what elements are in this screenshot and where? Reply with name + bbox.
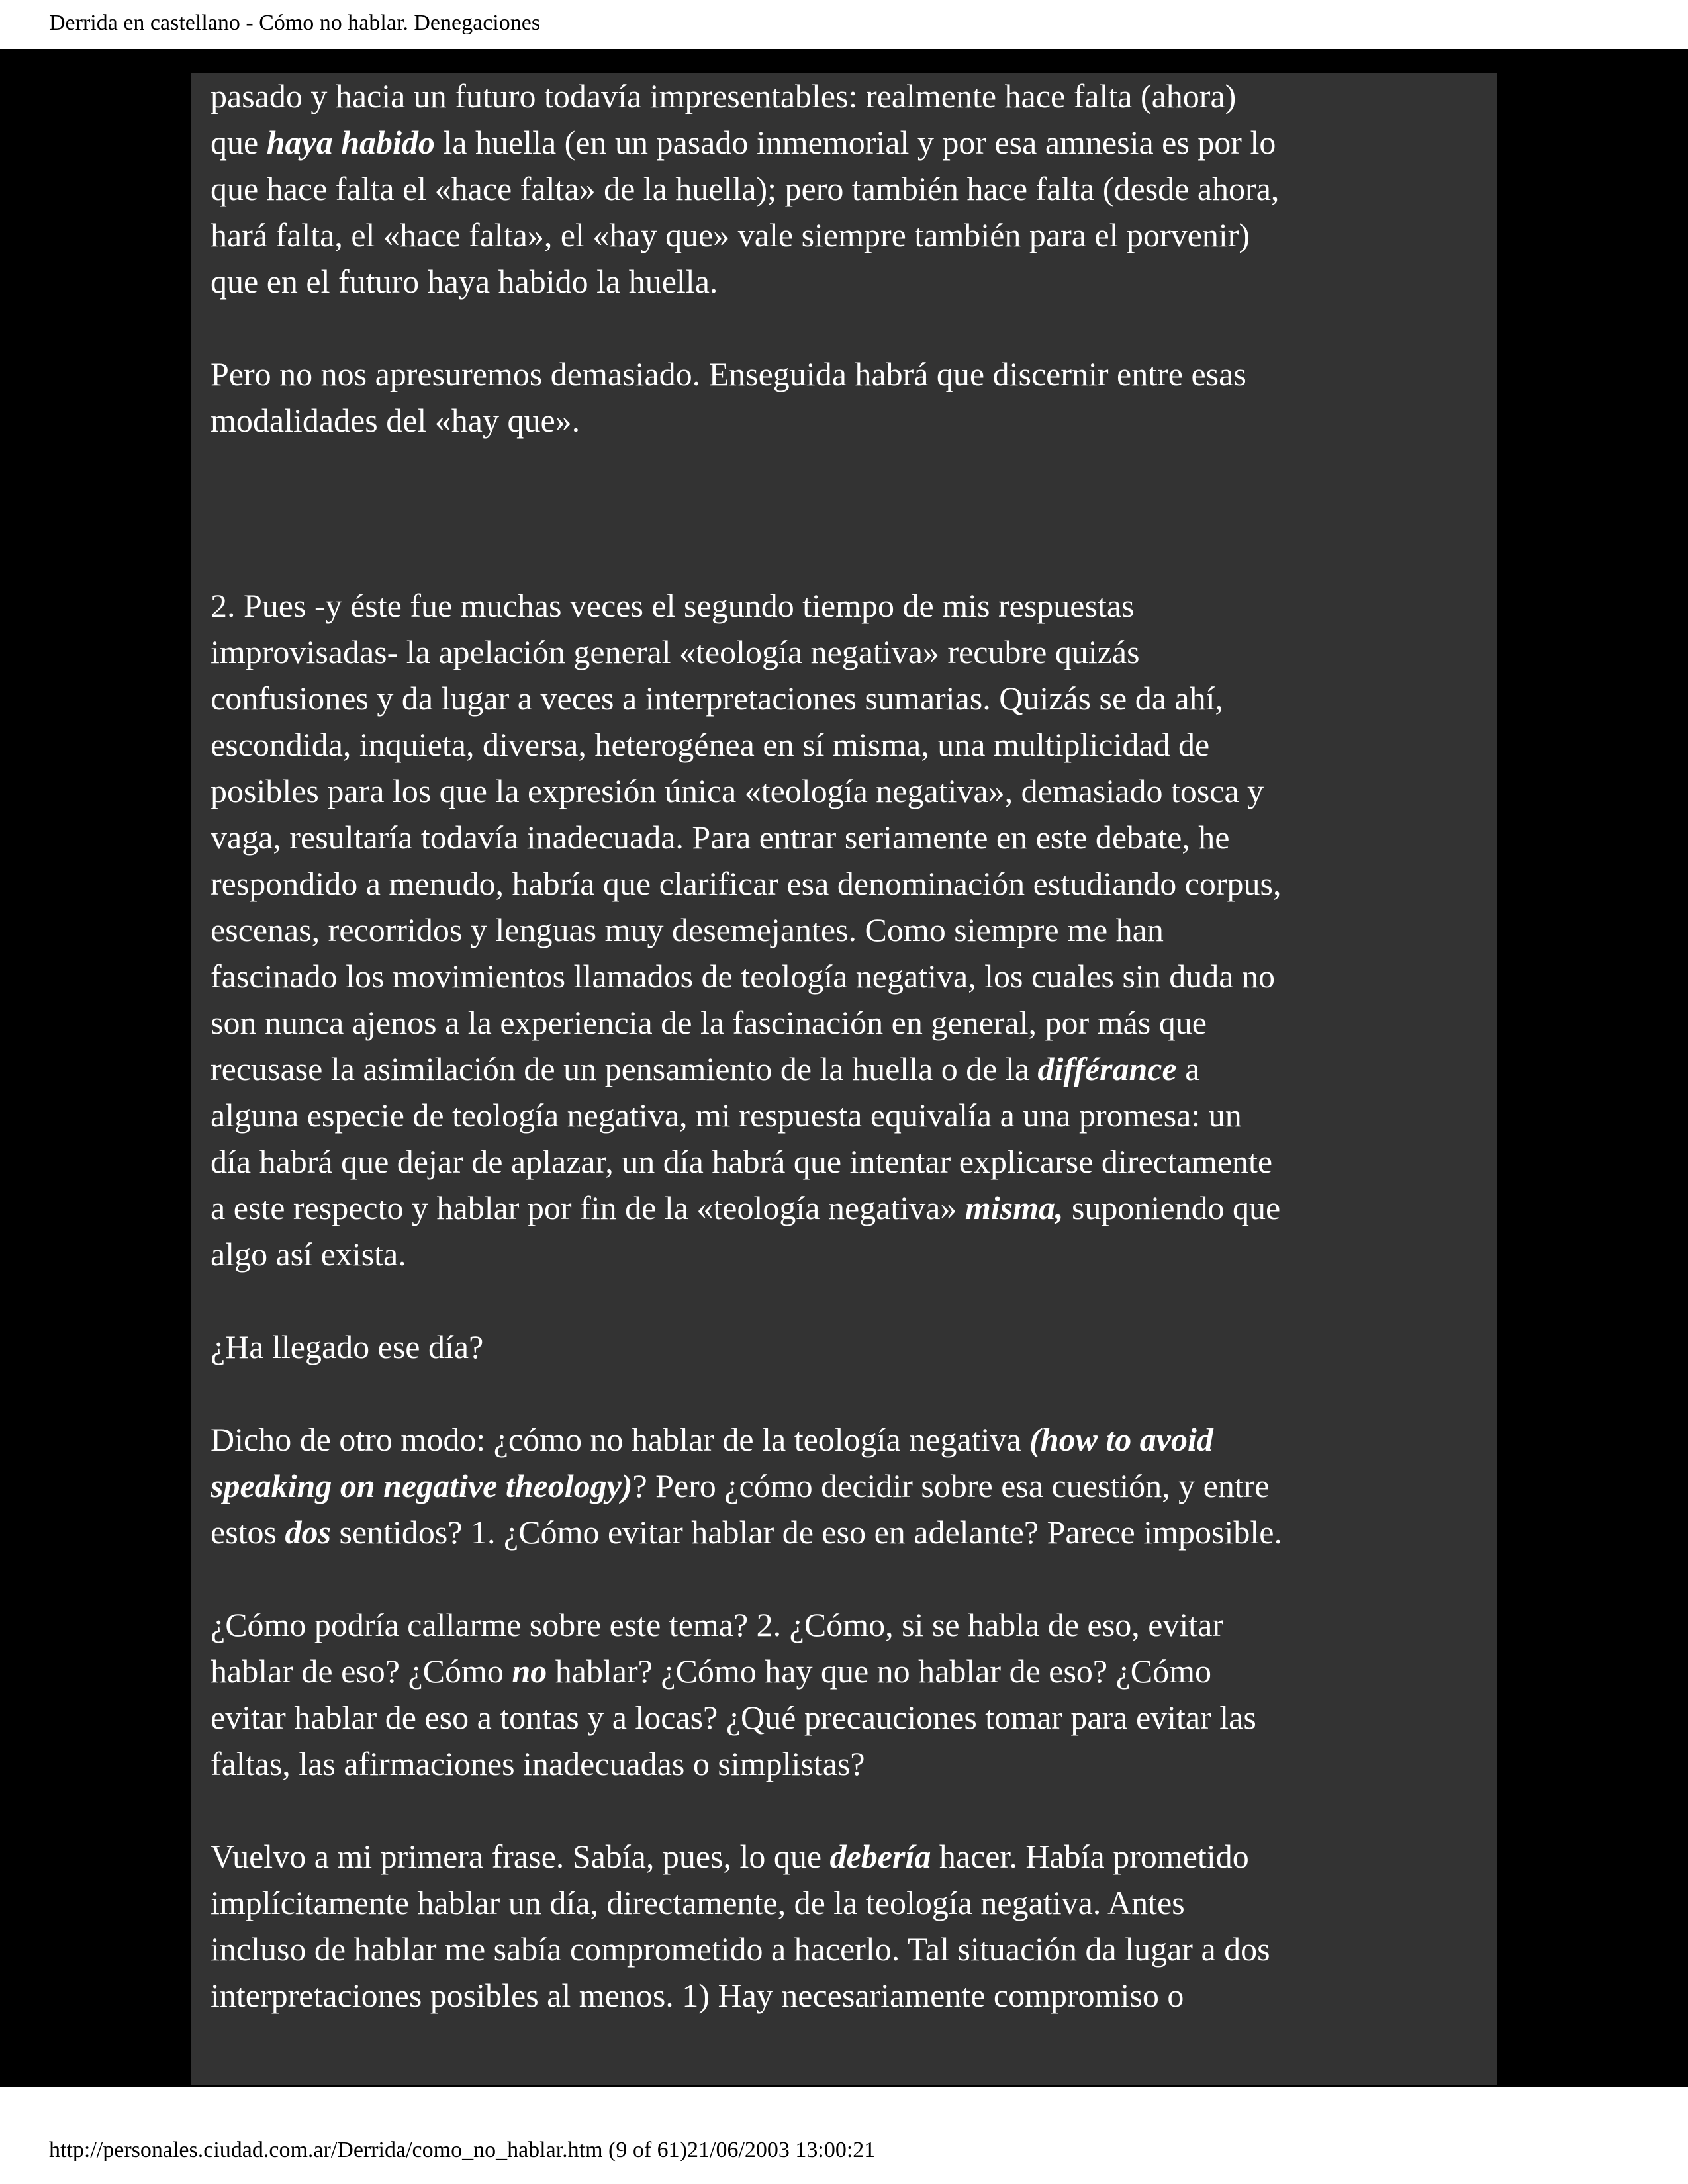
text-line: hablar de eso? ¿Cómo no hablar? ¿Cómo hay que no hablar de eso? ¿Cómo (211, 1653, 1212, 1690)
text-line: modalidades del «hay que». (211, 402, 581, 439)
emphasis: no (512, 1653, 547, 1690)
text-line: Dicho de otro modo: ¿cómo no hablar de la teología negativa (how to avoid (211, 1421, 1213, 1458)
emphasis: (how to avoid (1029, 1421, 1213, 1458)
text-line: posibles para los que la expresión única «teología negativa», demasiado tosca y (211, 772, 1264, 809)
emphasis: dos (285, 1514, 331, 1551)
text-line: Vuelvo a mi primera frase. Sabía, pues, lo que debería hacer. Había prometido (211, 1838, 1249, 1875)
text-line: incluso de hablar me sabía comprometido a hacerlo. Tal situación da lugar a dos (211, 1931, 1270, 1968)
text-line: que hace falta el «hace falta» de la huella); pero también hace falta (desde ahora, (211, 170, 1280, 207)
page-url-footer: http://personales.ciudad.com.ar/Derrida/como_no_hablar.htm (9 of 61)21/06/2003 13:00:21 (49, 2138, 876, 2162)
text-line: hará falta, el «hace falta», el «hay que» vale siempre también para el porvenir) (211, 216, 1250, 253)
text-line: fascinado los movimientos llamados de teología negativa, los cuales sin duda no (211, 958, 1275, 995)
text-line: estos dos sentidos? 1. ¿Cómo evitar hablar de eso en adelante? Parece imposible. (211, 1514, 1282, 1551)
text-line: que en el futuro haya habido la huella. (211, 263, 718, 300)
text-line: día habrá que dejar de aplazar, un día habrá que intentar explicarse directamente (211, 1143, 1273, 1180)
text-line: faltas, las afirmaciones inadecuadas o simplistas? (211, 1745, 865, 1782)
vertical-spacer (211, 490, 1488, 582)
text-line: interpretaciones posibles al menos. 1) Hay necesariamente compromiso o (211, 1977, 1184, 2014)
text-line: implícitamente hablar un día, directamente, de la teología negativa. Antes (211, 1884, 1185, 1921)
text-line: ¿Ha llegado ese día? (211, 1328, 484, 1365)
text-line: escenas, recorridos y lenguas muy desemejantes. Como siempre me han (211, 911, 1164, 948)
document-title: Derrida en castellano - Cómo no hablar. Denegaciones (49, 11, 541, 35)
emphasis: différance (1037, 1050, 1177, 1087)
text-line: evitar hablar de eso a tontas y a locas? ¿Qué precauciones tomar para evitar las (211, 1699, 1256, 1736)
paragraph-3 (211, 582, 1488, 1277)
page-footer (0, 2087, 1688, 2184)
body-text (211, 73, 1488, 2065)
text-line: speaking on negative theology)? Pero ¿cómo decidir sobre esa cuestión, y entre (211, 1467, 1270, 1504)
paragraph-6 (211, 1602, 1488, 1787)
text-line: a este respecto y hablar por fin de la «teología negativa» misma, suponiendo que (211, 1189, 1281, 1226)
emphasis: misma, (964, 1189, 1064, 1226)
emphasis: debería (829, 1838, 931, 1875)
text-line: alguna especie de teología negativa, mi respuesta equivalía a una promesa: un (211, 1097, 1242, 1134)
emphasis: haya habido (266, 124, 435, 161)
text-line: recusase la asimilación de un pensamiento de la huella o de la différance a (211, 1050, 1200, 1087)
text-line: pasado y hacia un futuro todavía impresentables: realmente hace falta (ahora) (211, 77, 1237, 114)
text-line: algo así exista. (211, 1236, 406, 1273)
paragraph-1 (211, 73, 1488, 304)
paragraph-4 (211, 1324, 1488, 1370)
text-line: respondido a menudo, habría que clarificar esa denominación estudiando corpus, (211, 865, 1282, 902)
text-line: vaga, resultaría todavía inadecuada. Para entrar seriamente en este debate, he (211, 819, 1230, 856)
text-line: son nunca ajenos a la experiencia de la fascinación en general, por más que (211, 1004, 1207, 1041)
text-line: confusiones y da lugar a veces a interpretaciones sumarias. Quizás se da ahí, (211, 680, 1223, 717)
text-line: improvisadas- la apelación general «teología negativa» recubre quizás (211, 633, 1140, 670)
emphasis: speaking on negative theology) (211, 1467, 633, 1504)
text-line: Pero no nos apresuremos demasiado. Enseguida habrá que discernir entre esas (211, 355, 1246, 392)
text-line: escondida, inquieta, diversa, heterogénea en sí misma, una multiplicidad de (211, 726, 1210, 763)
paragraph-5 (211, 1416, 1488, 1555)
text-line: 2. Pues -y éste fue muchas veces el segundo tiempo de mis respuestas (211, 587, 1135, 624)
text-line: ¿Cómo podría callarme sobre este tema? 2. ¿Cómo, si se habla de eso, evitar (211, 1606, 1224, 1643)
paragraph-7 (211, 1833, 1488, 2019)
content-panel (191, 73, 1497, 2085)
paragraph-2 (211, 351, 1488, 443)
text-line: que haya habido la huella (en un pasado inmemorial y por esa amnesia es por lo (211, 124, 1276, 161)
page-header (0, 0, 1688, 49)
